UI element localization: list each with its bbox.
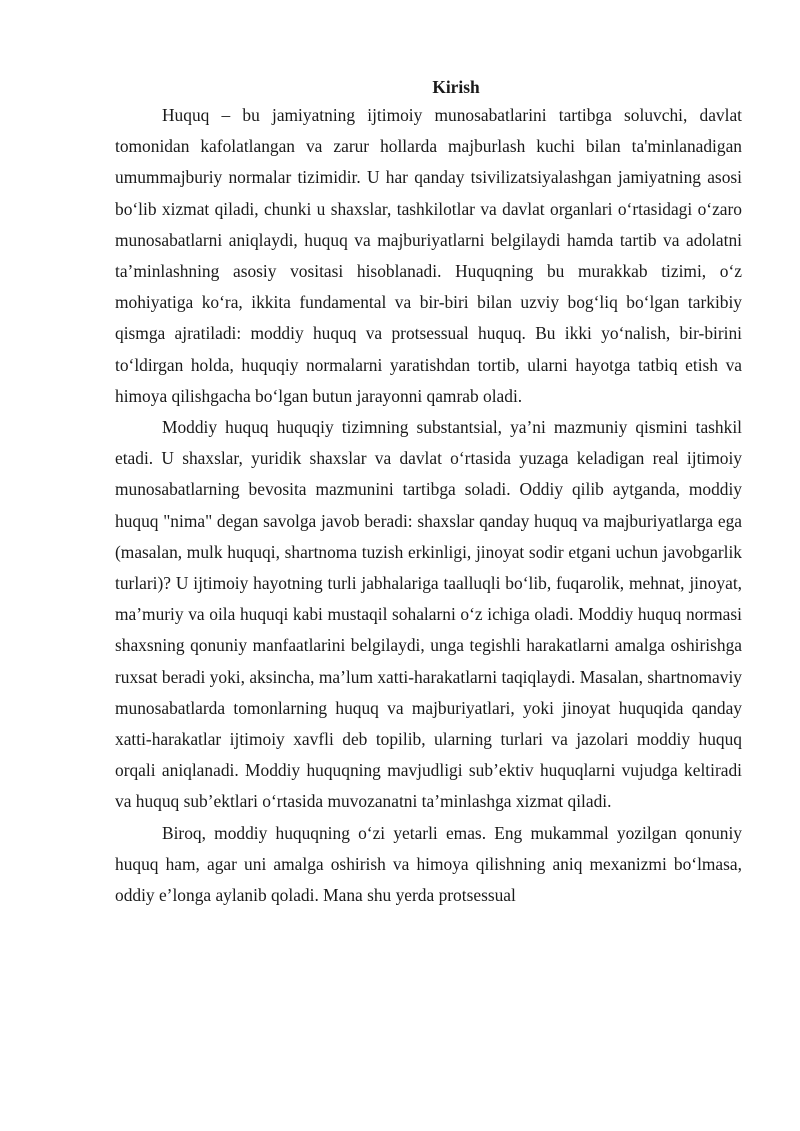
paragraph-procedural-law: Biroq, moddiy huquqning o‘zi yetarli emas. Eng mukammal yozilgan qonuniy huquq ham, agar uni amalga oshirish va himoya qilishning aniq mexanizmi bo‘lmasa, oddiy e’longa aylanib qoladi. Mana shu yerda protsessual	[115, 822, 742, 906]
paragraph-intro: Huquq – bu jamiyatning ijtimoiy munosabatlarini tartibga soluvchi, davlat tomonidan kafolatlangan va zarur hollarda majburlash kuchi bilan ta'minlanadigan umummajburiy normalar tizimidir. U har qanday tsivilizatsiyalashgan jamiyatning asosi bo‘lib xizmat qiladi, chunki u shaxslar, tashkilotlar va davlat organlari o‘rtasidagi o‘zaro munosabatlarni aniqlaydi, huquq va majburiyatlarni belgilaydi hamda tartib va adolatni ta’minlashning asosiy vositasi hisoblanadi. Huquqning bu murakkab tizimi, o‘z mohiyatiga ko‘ra, ikkita fundamental va bir-biri bilan uzviy bog‘liq bo‘lgan tarkibiy qismga ajratiladi: moddiy huquq va protsessual huquq. Bu ikki yo‘nalish, bir-birini to‘ldirgan holda, huquqiy normalarni yaratishdan tortib, ularni hayotga tatbiq etish va himoya qilishgacha bo‘lgan butun jarayonni qamrab oladi.	[115, 105, 742, 406]
document-body	[115, 74, 742, 911]
paragraph-substantive-law: Moddiy huquq huquqiy tizimning substantsial, ya’ni mazmuniy qismini tashkil etadi. U shaxslar, yuridik shaxslar va davlat o‘rtasida yuzaga keladigan real ijtimoiy munosabatlarning bevosita mazmunini tartibga soladi. Oddiy qilib aytganda, moddiy huquq "nima" degan savolga javob beradi: shaxslar qanday huquq va majburiyatlarga ega (masalan, mulk huquqi, shartnoma tuzish erkinligi, jinoyat sodir etgani uchun javobgarlik turlari)? U ijtimoiy hayotning turli jabhalariga taalluqli bo‘lib, fuqarolik, mehnat, jinoyat, ma’muriy va oila huquqi kabi mustaqil sohalarni o‘z ichiga oladi. Moddiy huquq normasi shaxsning qonuniy manfaatlarini belgilaydi, unga tegishli harakatlarni amalga oshirishga ruxsat beradi yoki, aksincha, ma’lum xatti-harakatlarni taqiqlaydi. Masalan, shartnomaviy munosabatlarda tomonlarning huquq va majburiyatlari, yoki jinoyat huquqida qanday xatti-harakatlar ijtimoiy xavfli deb topilib, ularning turlari va jazolari moddiy huquq orqali aniqlanadi. Moddiy huquqning mavjudligi sub’ektiv huquqlarni vujudga keltiradi va huquq sub’ektlari o‘rtasida muvozanatni ta’minlashga xizmat qiladi.	[115, 417, 742, 812]
document-title: Kirish	[432, 77, 480, 97]
